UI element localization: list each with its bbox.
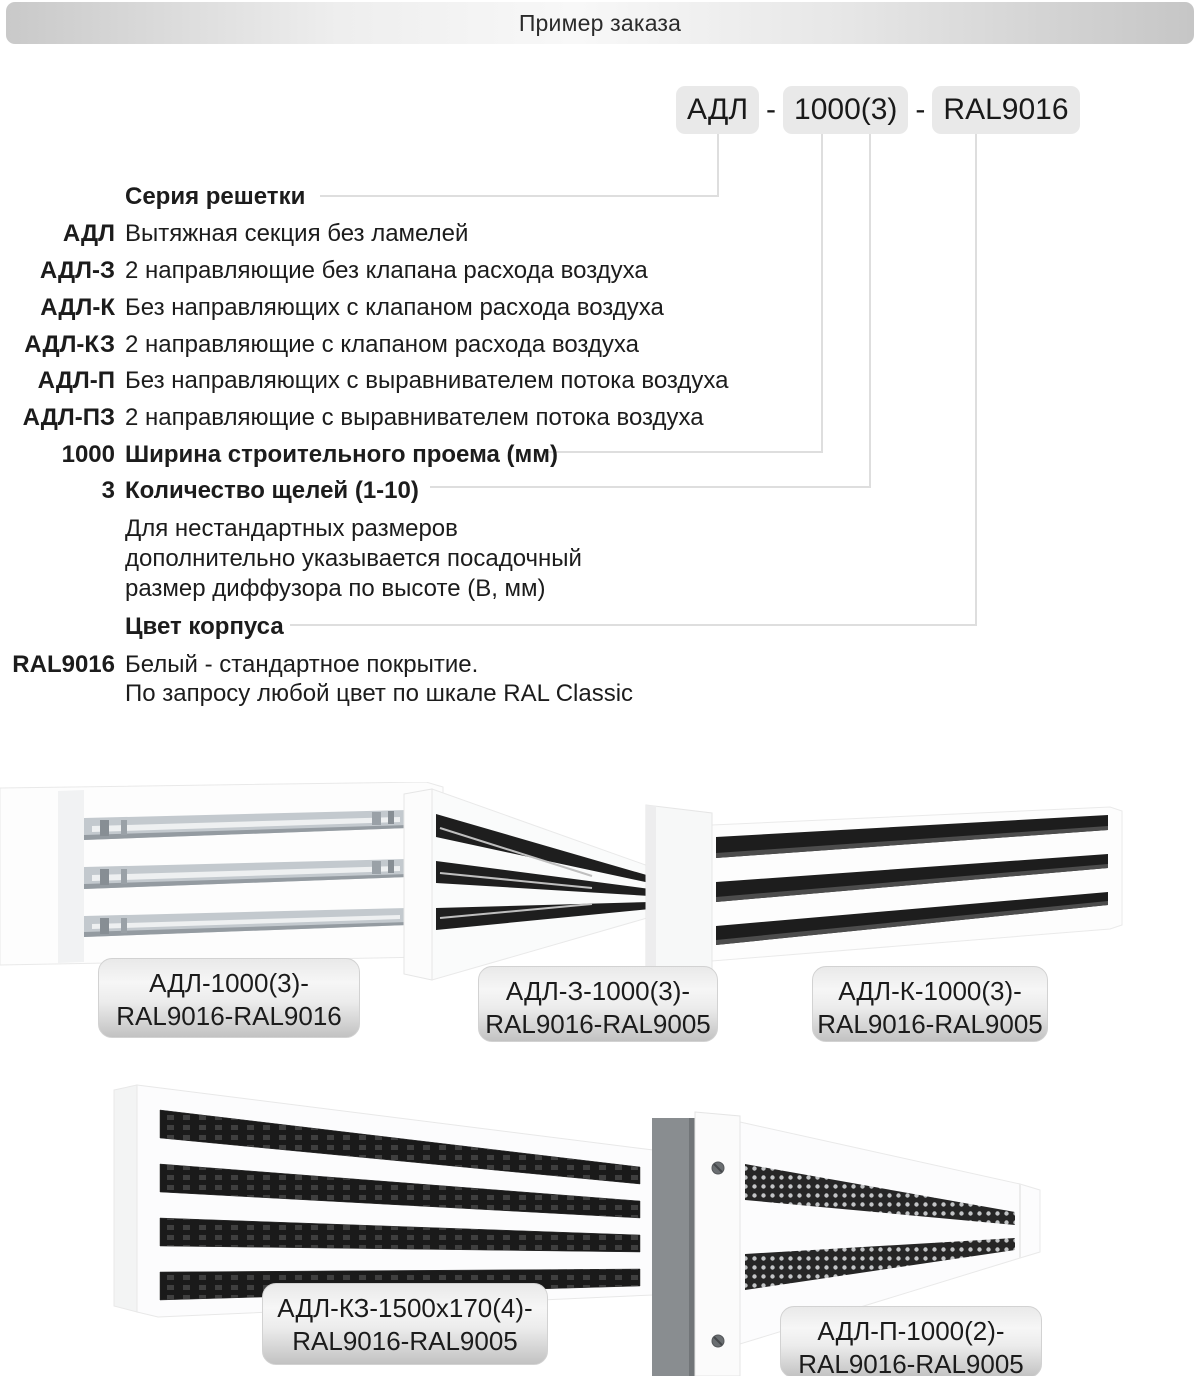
legend-desc: Без направляющих с клапаном расхода воздуха [125,294,664,321]
legend-row-width [0,441,880,469]
product-label-line: RAL9016-RAL9016 [116,1001,342,1031]
legend-term: АДЛ-ПЗ [22,404,115,431]
legend-desc: Без направляющих с выравнивателем потока воздуха [125,367,729,394]
product-label-line: RAL9016-RAL9005 [485,1009,711,1039]
ral-desc-line: Белый - стандартное покрытие. [125,651,479,678]
order-code-separator: - [915,93,926,126]
note-line: Для нестандартных размеров [125,515,458,542]
product-photo-adl-k [628,795,1128,990]
header-title: Пример заказа [518,9,682,36]
product-label-line: RAL9016-RAL9005 [817,1009,1043,1039]
legend-row-slots [0,477,880,505]
product-label-line: АДЛ-1000(3)- [149,968,309,998]
product-label-adl-kz [262,1283,548,1365]
ral-desc-line: По запросу любой цвет по шкале RAL Classic [125,680,634,707]
product-label-line: RAL9016-RAL9005 [292,1326,518,1356]
legend-desc: 2 направляющие без клапана расхода воздуха [125,257,648,284]
product-label-adl-z [478,966,718,1042]
legend-desc: 2 направляющие с клапаном расхода воздуха [125,331,639,358]
legend-desc: Количество щелей (1-10) [125,477,419,504]
grille-adl-illustration [0,782,445,967]
product-label-line: АДЛ-П-1000(2)- [817,1316,1005,1346]
product-label-line: АДЛ-К-1000(3)- [838,976,1022,1006]
product-photo-adl [0,782,445,967]
order-code-color-box: RAL9016 [932,86,1079,134]
legend-term: АДЛ-КЗ [24,331,115,358]
product-label-line: RAL9016-RAL9005 [798,1349,1024,1376]
legend-term: АДЛ-П [37,367,115,394]
note-line: размер диффузора по высоте (В, мм) [125,575,546,602]
product-label-adl-k [812,966,1048,1042]
order-code-series-box: АДЛ [676,86,759,134]
legend-desc [125,650,633,708]
legend-term: АДЛ [62,220,115,247]
legend-term: АДЛ-З [39,257,115,284]
legend-row [0,404,880,432]
legend-term: 3 [101,477,115,504]
note-line: дополнительно указывается посадочный [125,545,582,572]
legend-row-series-header [0,183,880,211]
header-bar [6,2,1194,44]
legend-desc: 2 направляющие с выравнивателем потока воздуха [125,404,704,431]
legend-row [0,220,880,248]
product-label-adl-p [780,1306,1042,1376]
product-label-adl [98,958,360,1038]
legend-row [0,294,880,322]
grille-adl-k-illustration [628,795,1128,990]
legend-row [0,367,880,395]
legend-term: RAL9016 [12,651,115,678]
legend-row-color-header [0,613,880,641]
nonstandard-size-note [125,514,582,604]
legend-term: 1000 [61,441,115,468]
legend-desc: Вытяжная секция без ламелей [125,220,469,247]
product-label-line: АДЛ-КЗ-1500х170(4)- [277,1293,533,1323]
legend-desc: Цвет корпуса [125,613,284,640]
order-code-size-box: 1000(3) [783,86,908,134]
legend-desc: Ширина строительного проема (мм) [125,441,559,468]
legend-row [0,331,880,359]
legend-term: АДЛ-К [40,294,115,321]
product-label-line: АДЛ-З-1000(3)- [505,976,691,1006]
legend-row [0,257,880,285]
order-code-separator: - [766,93,777,126]
legend-desc: Серия решетки [125,183,306,210]
order-code [676,86,1080,134]
legend-row-ral [0,650,880,708]
